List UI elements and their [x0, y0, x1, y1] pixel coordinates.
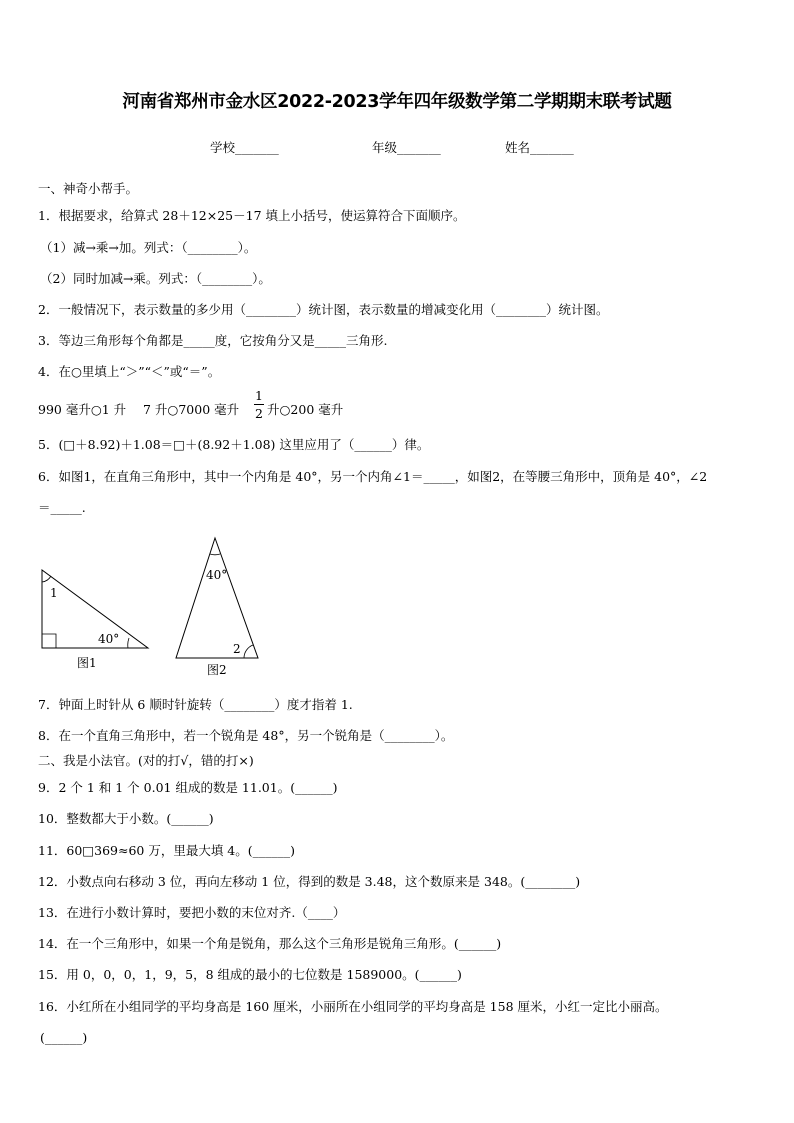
figure-1-right-triangle [42, 570, 148, 670]
question-1: 1．根据要求，给算式 28＋12×25－17 填上小括号，使运算符合下面顺序。 [38, 208, 466, 223]
section-1-heading: 一、神奇小帮手。 [38, 181, 139, 196]
question-15: 15．用 0，0，0，1，9，5，8 组成的最小的七位数是 1589000。(______) [38, 967, 462, 982]
question-6-line-1: 6．如图1，在直角三角形中，其中一个内角是 40°，另一个内角∠1＝_____，如图2，在等腰三角形中，顶角是 40°，∠2 [38, 469, 708, 484]
fraction-denominator: 2 [255, 406, 263, 421]
angle-1-arc [42, 576, 51, 582]
question-9: 9．2 个 1 和 1 个 0.01 组成的数是 11.01。(______) [38, 780, 338, 795]
question-7: 7．钟面上时针从 6 顺时针旋转（________）度才指着 1. [38, 697, 353, 712]
section-2-heading: 二、我是小法官。(对的打√，错的打×) [38, 753, 254, 768]
angle-2-arc [244, 645, 253, 658]
question-4-item-3: 升○200 毫升 [267, 402, 344, 417]
fraction-numerator: 1 [255, 388, 263, 403]
question-13: 13．在进行小数计算时，要把小数的末位对齐.（____） [38, 905, 346, 920]
page-title: 河南省郑州市金水区2022-2023学年四年级数学第二学期期末联考试题 [122, 92, 672, 112]
question-1-part-2: （2）同时加减→乘。列式：（________）。 [40, 271, 271, 286]
question-16-line-1: 16．小红所在小组同学的平均身高是 160 厘米，小丽所在小组同学的平均身高是 158 厘米，小红一定比小丽高。 [38, 999, 668, 1014]
question-5: 5．(□＋8.92)＋1.08＝□＋(8.92＋1.08) 这里应用了（______）律。 [38, 437, 430, 452]
figures-area [0, 530, 794, 680]
question-4: 4．在○里填上“＞”“＜”或“＝”。 [38, 364, 221, 379]
question-14: 14．在一个三角形中，如果一个角是锐角，那么这个三角形是锐角三角形。(______) [38, 936, 502, 951]
question-3: 3．等边三角形每个角都是_____度，它按角分又是_____三角形. [38, 333, 388, 348]
question-6-line-2: ＝_____. [38, 500, 86, 515]
question-16-line-2: (______) [40, 1030, 88, 1045]
question-2: 2．一般情况下，表示数量的多少用（________）统计图，表示数量的增减变化用（________）统计图。 [38, 302, 609, 317]
angle-40-label-fig2: 40° [206, 568, 228, 582]
question-10: 10．整数都大于小数。(______) [38, 811, 214, 826]
question-1-part-1: （1）减→乘→加。列式：（________）。 [40, 240, 257, 255]
name-field: 姓名_______ [505, 140, 574, 155]
question-4-item-1: 990 毫升○1 升 [38, 402, 127, 417]
question-11: 11．60□369≈60 万，里最大填 4。(______) [38, 843, 296, 858]
apex-angle-arc [210, 554, 220, 555]
figure-1-caption: 图1 [77, 656, 97, 670]
figure-2-caption: 图2 [207, 663, 227, 677]
figure-2-isosceles-triangle [176, 538, 258, 677]
school-field: 学校_______ [210, 140, 279, 155]
angle-40-arc [128, 638, 129, 648]
question-8: 8．在一个直角三角形中，若一个锐角是 48°，另一个锐角是（________）。 [38, 728, 454, 743]
angle-40-label-fig1: 40° [98, 632, 120, 646]
grade-field: 年级_______ [372, 140, 441, 155]
fraction-bar [254, 404, 264, 405]
angle-2-label: 2 [233, 642, 241, 656]
angle-1-label: 1 [50, 586, 58, 600]
question-4-item-2: 7 升○7000 毫升 [143, 402, 240, 417]
question-12: 12．小数点向右移动 3 位，再向左移动 1 位，得到的数是 3.48，这个数原来是 348。(________) [38, 874, 581, 889]
